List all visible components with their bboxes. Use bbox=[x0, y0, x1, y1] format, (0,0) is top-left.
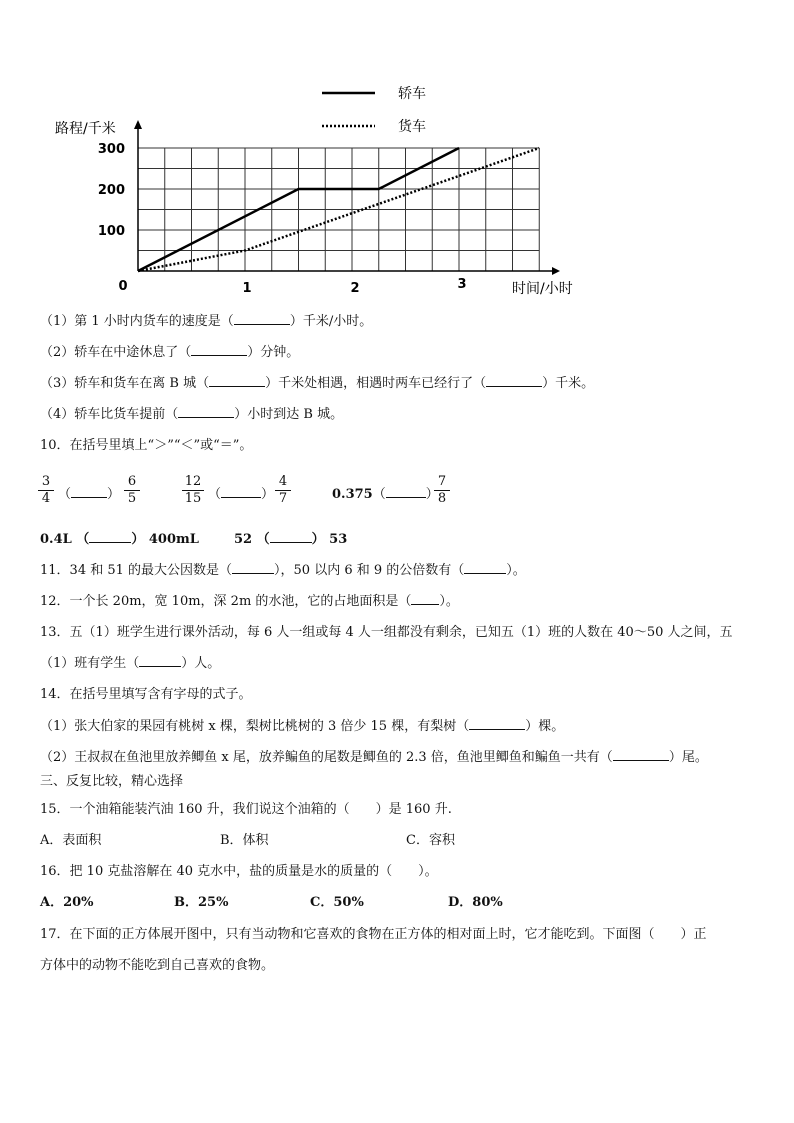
chart-axes bbox=[134, 120, 560, 275]
x-tick-label: 1 bbox=[242, 281, 252, 296]
distance-time-chart bbox=[0, 0, 794, 305]
answer-blank[interactable] bbox=[386, 485, 426, 498]
chart-grid bbox=[138, 148, 539, 271]
fraction: $\frac{4}{7}$ bbox=[275, 474, 291, 507]
option-a[interactable]: A．20% bbox=[40, 895, 94, 910]
answer-blank[interactable] bbox=[234, 312, 290, 325]
option-c[interactable]: C．50% bbox=[310, 895, 364, 910]
answer-blank[interactable] bbox=[613, 748, 669, 761]
answer-blank[interactable] bbox=[411, 592, 439, 605]
option-b[interactable]: B．25% bbox=[174, 895, 229, 910]
fraction: $\frac{6}{5}$ bbox=[124, 474, 140, 507]
x-axis-label: 时间/小时 bbox=[512, 281, 573, 297]
q9-item-1: （1）第 1 小时内货车的速度是（ ）千米/小时。 bbox=[40, 314, 373, 329]
q16-options bbox=[40, 894, 503, 912]
q11: 11．34 和 51 的最大公因数是（ ），50 以内 6 和 9 的公倍数有（ ）。 bbox=[40, 563, 526, 578]
answer-blank[interactable] bbox=[209, 374, 265, 387]
q10-title: 10．在括号里填上“＞”“＜”或“＝”。 bbox=[40, 438, 253, 453]
option-c[interactable]: C．容积 bbox=[406, 833, 455, 848]
q9-item-3: （3）轿车和货车在离 B 城（ ）千米处相遇，相遇时两车已经行了（ ）千米。 bbox=[40, 376, 595, 391]
x-tick-label: 0 bbox=[118, 279, 128, 294]
q13-line-2: （1）班有学生（ ）人。 bbox=[40, 656, 221, 671]
y-tick-label: 200 bbox=[97, 183, 125, 198]
fraction: $\frac{3}{4}$ bbox=[38, 474, 54, 507]
y-tick-label: 100 bbox=[97, 224, 125, 239]
answer-blank[interactable] bbox=[178, 405, 234, 418]
fraction: $\frac{12}{15}$ bbox=[182, 474, 204, 507]
option-b[interactable]: B．体积 bbox=[220, 833, 269, 848]
section-heading: 三、反复比较，精心选择 bbox=[40, 774, 184, 789]
answer-blank[interactable] bbox=[464, 561, 506, 574]
q15: 15．一个油箱能装汽油 160 升，我们说这个油箱的（ ）是 160 升. bbox=[40, 802, 452, 817]
y-axis-label: 路程/千米 bbox=[55, 121, 116, 137]
answer-blank[interactable] bbox=[191, 343, 247, 356]
answer-blank[interactable] bbox=[232, 561, 274, 574]
q9-item-4: （4）轿车比货车提前（ ）小时到达 B 城。 bbox=[40, 407, 344, 422]
answer-blank[interactable] bbox=[486, 374, 542, 387]
q14-title: 14．在括号里填写含有字母的式子。 bbox=[40, 687, 252, 702]
q10-row-2: 0.4L （ ） 400mL 52 （ ） 53 bbox=[40, 532, 348, 547]
q13-line-1: 13．五（1）班学生进行课外活动，每 6 人一组或每 4 人一组都没有剩余，已知五（1）班的人数在 40～50 人之间，五 bbox=[40, 625, 733, 640]
q12: 12．一个长 20m，宽 10m，深 2m 的水池，它的占地面积是（ ）。 bbox=[40, 594, 459, 609]
option-a[interactable]: A．表面积 bbox=[40, 833, 102, 848]
answer-blank[interactable] bbox=[139, 654, 181, 667]
y-tick-label: 300 bbox=[97, 142, 125, 157]
answer-blank[interactable] bbox=[89, 530, 131, 543]
y-axis-arrow bbox=[134, 120, 142, 129]
legend-label: 轿车 bbox=[398, 86, 426, 102]
legend-label: 货车 bbox=[398, 119, 426, 135]
q14-item-2: （2）王叔叔在鱼池里放养鲫鱼 x 尾，放养鳊鱼的尾数是鲫鱼的 2.3 倍，鱼池里鲫鱼和鳊鱼一共有（ ）尾。 bbox=[40, 750, 708, 765]
q15-options bbox=[40, 832, 455, 850]
option-d[interactable]: D．80% bbox=[448, 895, 503, 910]
compare-blank[interactable]: （ ） bbox=[58, 487, 121, 502]
x-tick-label: 2 bbox=[350, 281, 360, 296]
q14-item-1: （1）张大伯家的果园有桃树 x 棵，梨树比桃树的 3 倍少 15 棵，有梨树（ ）棵。 bbox=[40, 719, 565, 734]
x-axis-arrow bbox=[552, 267, 560, 275]
compare-decimal: 0.375（ ） bbox=[332, 487, 439, 502]
compare-blank[interactable]: （ ） bbox=[208, 487, 275, 502]
fraction: $\frac{7}{8}$ bbox=[434, 474, 450, 507]
answer-blank[interactable] bbox=[270, 530, 312, 543]
x-tick-label: 3 bbox=[457, 277, 467, 292]
q9-item-2: （2）轿车在中途休息了（ ）分钟。 bbox=[40, 345, 300, 360]
answer-blank[interactable] bbox=[469, 717, 525, 730]
q17-line-2: 方体中的动物不能吃到自己喜欢的食物。 bbox=[40, 958, 275, 973]
q16: 16．把 10 克盐溶解在 40 克水中，盐的质量是水的质量的（ ）。 bbox=[40, 864, 438, 879]
chart-legend bbox=[322, 86, 426, 135]
q17-line-1: 17．在下面的正方体展开图中，只有当动物和它喜欢的食物在正方体的相对面上时，它才能吃到。下面图（ ）正 bbox=[40, 927, 707, 942]
